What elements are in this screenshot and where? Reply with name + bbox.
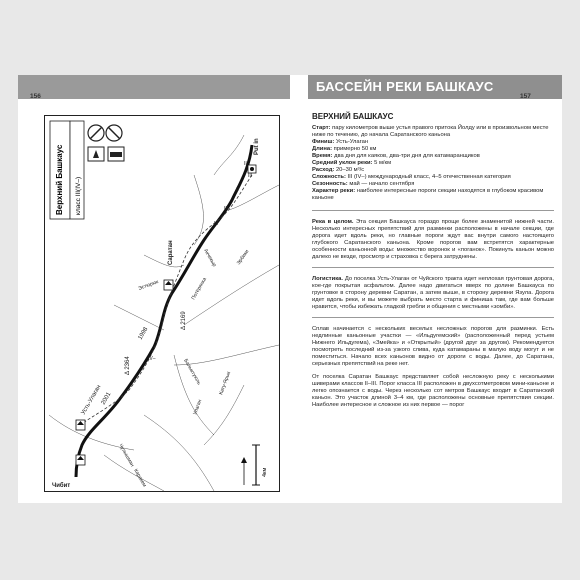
paragraph-logistics: Логистика. До поселка Усть-Улаган от Чуйского тракта идет неплохая грунтовая дорога, кое-где покрытая асфальтом. Далее надо двигаться вверх по долине Башкауса по грунтовке в сторону деревни Саратан, а затем выше, в сторону деревни Язула. Дорога идет вдоль реки, и вы можете выбрать место старта и финиша там, где вам больше нравится, чтобы избежать гладкой гребли и общения с местными «зомби». [312,276,554,310]
peak-2364-label: Δ 2364 [125,356,131,375]
river-label-2: Акчекыр [202,248,218,268]
put-in-label: Put in [254,138,260,155]
roman-label-2: II [236,187,239,193]
car-icon [108,147,124,161]
paragraph-river-overview: Река в целом. Эта секция Башкауса гораздо проще более знаменитой нижней части. Несколько интересных препятствий для разминки расположены в начале секции, где дорога идет вдоль реки, но главные пороги ждут вас внутри самого настоящего глубокого Саратанского каньона. Кроме порогов вам встретятся характерные особенности каньонной воды: множество воронок и «поганок». Покинуть каньон можно далеко не везде, просмотр и страховка с берега затруднены. [312,219,554,260]
roman-label-4: III [214,221,219,227]
fact-flow: Расход: 20–30 м³/с [312,167,365,173]
fact-finish: Финиш: Усть-Улаган [312,139,369,145]
fact-start: Старт: пару километров выше устья правого притока Йолду или в произвольном месте ниже по течению, до начала Саратанского каньона [312,125,549,138]
fact-length: Длина: примерно 50 км [312,146,377,152]
river-label-4: Балыктуюль [182,358,202,386]
book-spread [18,75,562,503]
saratan-label: Саратан [168,240,174,265]
article-heading: ВЕРХНИЙ БАШКАУС [312,112,394,121]
saratan-marker [164,280,173,290]
no-icon [106,125,122,141]
roman-label-6: III [248,173,253,179]
article [312,113,554,415]
put-in-marker [248,165,256,173]
fact-time: Время: два дня для каяков, два-три дня для катамаранщиков [312,153,480,159]
river-label-3: Эрбики [235,248,251,267]
river-label-6: Чулышман [117,443,136,468]
roman-label-3: IV– [148,356,156,362]
map-title: Верхний Башкаус [55,144,64,215]
roman-label-1: III [224,206,229,212]
peak-2169-label: Δ 2169 [181,311,187,330]
map-title-box [50,121,84,219]
poterya-label: Потёрянка [190,276,209,301]
fact-character: Характер реки: наиболее интересные пороги секции находятся в глубоком красивом каньоне [312,188,544,201]
svg-text:4км: 4км [262,467,268,477]
divider [312,317,554,318]
map-class-label: класс III(IV–) [75,176,82,215]
ulagan-label: Улаган [192,398,204,416]
section-title: БАССЕЙН РЕКИ БАШКАУС [316,79,494,94]
right-page-number: 157 [520,93,531,100]
river-label-1: Эстюрюк [137,279,160,292]
fact-gradient: Средний уклон реки: 5 м/км [312,160,392,166]
chibit-label: Чибит [52,483,71,489]
river-map [44,115,280,492]
fact-season: Сезонность: май — начало сентября [312,181,415,187]
left-page-number: 156 [30,93,41,100]
kayak-icon [88,125,104,141]
camera-icon [88,147,104,161]
divider [312,210,554,211]
left-page-header-bar [18,75,290,99]
facts-list [312,125,554,202]
divider [312,267,554,268]
paragraph-descent-start: Сплав начинается с нескольких веселых несложных порогов для разминки. Есть недлинные каньонные участки — «Ильдугемский» (расположенный перед устьем Нижнего Ильдугема), «Змейка» и «Открытый» (другой друг за другом). Рекомендуется посмотреть последний из-за узкого слива, куда катамараны в малую воду могут и не поместиться. Начало всех каньонов видно от дороги с воды. Далее, до Саратана, серьезных препятствий на реке нет. [312,326,554,367]
take-out-marker [76,455,85,465]
ust-ulagan-marker [76,420,85,430]
river-label-5: Кату-Ярык [218,370,233,396]
paragraph-saratan: От поселка Саратан Башкаус представляет собой несложную реку с несколькими шиверами классов II–III. Порог класса III расположен в двухсотметровом мини-каньоне и легко опознается с воды. Через несколько сот метров Башкаус входит в Саратанский каньон. Это участок длиной 3–4 км, где расположены основные препятствия секции. Наиболее интересное и сложное из них первое — порог [312,374,554,408]
river-label-7: Каракем [132,468,148,489]
fact-difficulty: Сложность: III (IV–) международный класс, 4–5 отечественная категория [312,174,511,180]
ust-ulagan-label: Усть-Улаган [80,384,103,416]
roman-label-5: II [244,161,247,167]
number-1998-label: 1998 [137,326,150,341]
number-2001-label: 2001 [100,391,113,406]
